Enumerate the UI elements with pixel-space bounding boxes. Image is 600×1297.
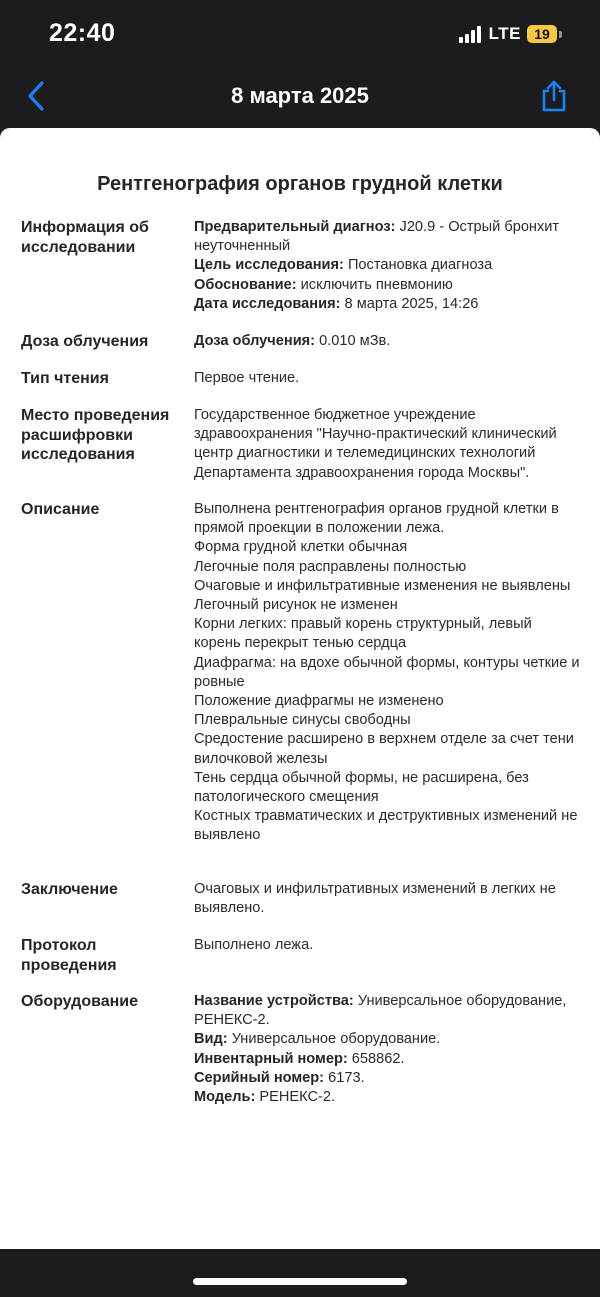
serial-line — [194, 1069, 582, 1088]
field-key: Вид: — [194, 1031, 228, 1048]
section-value — [194, 218, 582, 314]
field-key: Обоснование: — [194, 276, 297, 293]
home-indicator[interactable] — [193, 1278, 407, 1285]
section-value — [194, 500, 582, 846]
field-key: Цель исследования: — [194, 257, 344, 274]
field-key: Серийный номер: — [194, 1069, 325, 1086]
field-value: 0.010 мЗв. — [315, 333, 391, 349]
field-value: 6173. — [324, 1069, 365, 1086]
section-label: Тип чтения — [21, 370, 109, 387]
section-label: Доза облучения — [21, 333, 149, 350]
description-line: Выполнена рентгенография органов грудной клетки в прямой проекции в положении лежа. — [194, 501, 559, 537]
section-label: Описание — [21, 501, 100, 518]
purpose-line — [194, 256, 582, 275]
field-value: Универсальное оборудование, РЕНЕКС-2. — [194, 993, 567, 1029]
model-line — [194, 1088, 582, 1107]
description-line: Положение диафрагмы не изменено — [194, 693, 444, 710]
section-value: Очаговых и инфильтративных изменений в легких не выявлено. — [194, 881, 556, 917]
status-bar — [0, 0, 600, 68]
field-value: Универсальное оборудование. — [227, 1031, 441, 1048]
section-value — [194, 332, 582, 351]
description-line: Очаговые и инфильтративные изменения не выявлены — [194, 577, 571, 594]
section-value — [194, 992, 582, 1107]
date-line — [194, 295, 582, 314]
field-value: Постановка диагноза — [343, 257, 493, 274]
type-line — [194, 1030, 582, 1049]
field-key: Модель: — [194, 1089, 256, 1106]
section-label: Протокол проведения — [21, 937, 117, 974]
share-button[interactable] — [536, 78, 572, 114]
field-value: 8 марта 2025, 14:26 — [340, 295, 479, 312]
field-value: 658862. — [347, 1050, 405, 1067]
description-line: Корни легких: правый корень структурный, левый корень перекрыт тенью сердца — [194, 616, 532, 652]
field-value: J20.9 - Острый бронхит неуточненный — [194, 219, 560, 255]
network-type: LTE — [488, 24, 521, 43]
description-line: Легочный рисунок не изменен — [194, 597, 398, 614]
share-icon — [540, 80, 568, 112]
field-value: исключить пневмонию — [296, 276, 453, 293]
field-key: Предварительный диагноз: — [194, 219, 396, 235]
status-indicators — [459, 22, 562, 46]
description-line: Диафрагма: на вдохе обычной формы, контуры четкие и ровные — [194, 654, 580, 690]
battery-tip — [559, 31, 562, 38]
description-line: Костных травматических и деструктивных изменений не выявлено — [194, 808, 578, 844]
field-value: РЕНЕКС-2. — [255, 1089, 336, 1106]
section-value: Выполнено лежа. — [194, 937, 314, 953]
field-key: Дата исследования: — [194, 295, 341, 312]
field-key: Инвентарный номер: — [194, 1050, 348, 1067]
section-label: Место проведения расшифровки исследования — [21, 407, 170, 463]
status-time: 22:40 — [49, 19, 116, 47]
reason-line — [194, 276, 582, 295]
nav-bar — [0, 68, 600, 128]
report-title: Рентгенография органов грудной клетки — [97, 173, 503, 195]
section-label: Оборудование — [21, 993, 139, 1010]
description-line: Средостение расширено в верхнем отделе за счет тени вилочковой железы — [194, 731, 574, 767]
diagnosis-line — [194, 218, 582, 256]
description-line: Тень сердца обычной формы, не расширена, без патологического смещения — [194, 769, 529, 806]
cellular-signal-icon — [459, 25, 483, 43]
field-key: Доза облучения: — [194, 333, 316, 349]
section-label: Информация об исследовании — [21, 219, 149, 256]
nav-title: 8 марта 2025 — [231, 83, 369, 108]
section-label: Заключение — [21, 881, 118, 898]
inventory-line — [194, 1050, 582, 1069]
section-value: Первое чтение. — [194, 370, 300, 386]
description-line: Форма грудной клетки обычная — [194, 539, 408, 556]
section-value: Государственное бюджетное учреждение здравоохранения "Научно-практический клинический центр диагностики и телемедицинских технологий Департамента здравоохранения города Москвы". — [194, 407, 557, 481]
battery-level: 19 — [534, 26, 550, 42]
device-line — [194, 992, 582, 1030]
report-sheet — [0, 128, 600, 1249]
description-line: Плевральные синусы свободны — [194, 712, 411, 729]
field-key: Название устройства: — [194, 993, 354, 1009]
battery-icon — [527, 25, 557, 43]
description-line: Легочные поля расправлены полностью — [194, 558, 467, 575]
